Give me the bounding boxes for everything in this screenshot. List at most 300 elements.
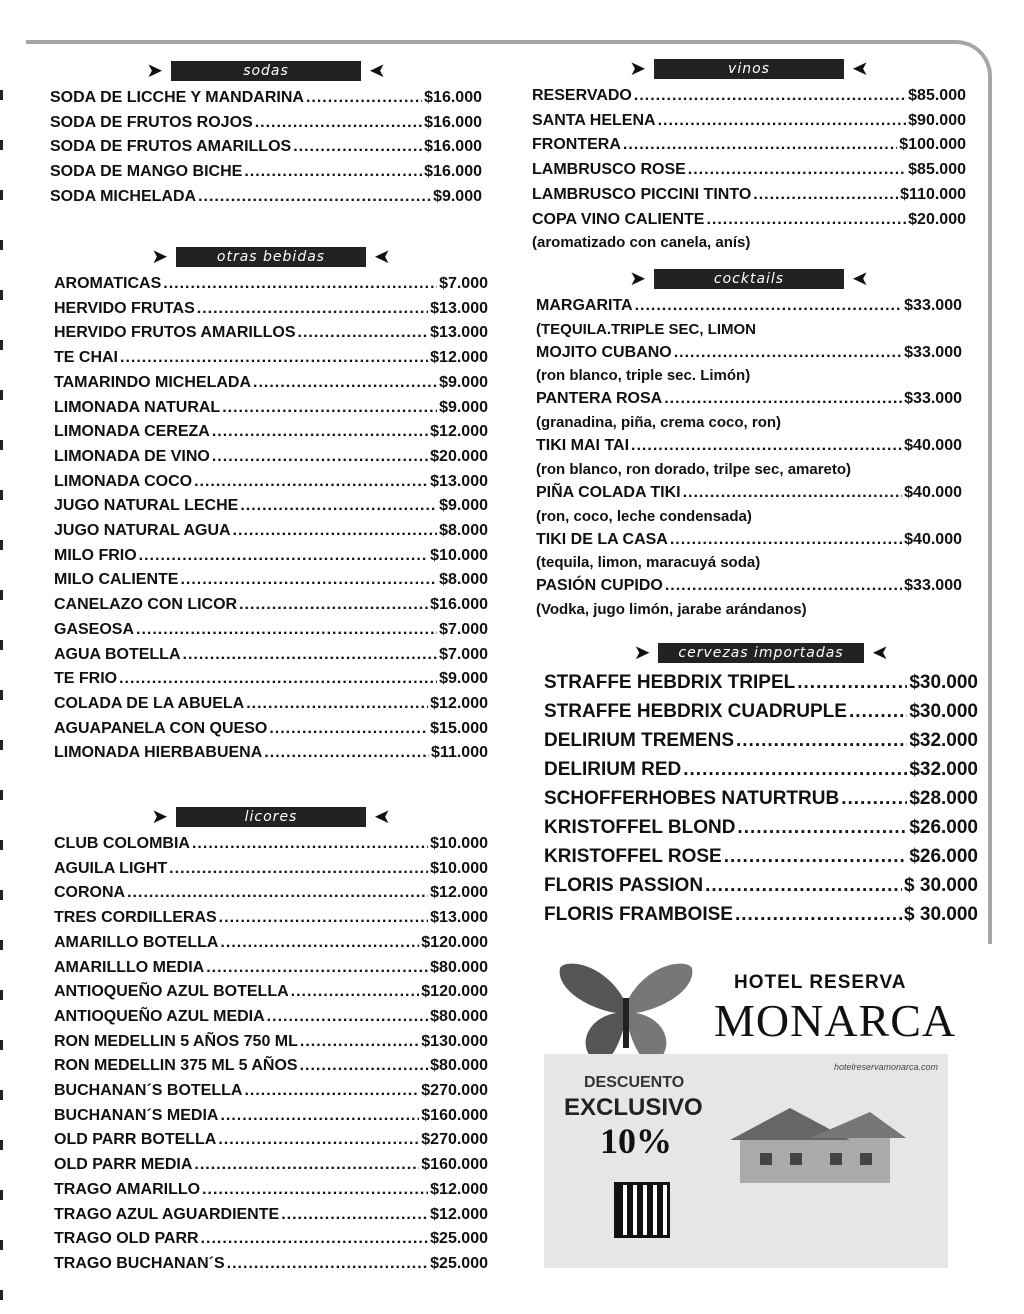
menu-item xyxy=(536,434,962,459)
menu-item xyxy=(54,470,488,495)
edge-mark xyxy=(0,490,3,500)
item-name: LAMBRUSCO PICCINI TINTO xyxy=(532,185,752,203)
dot-leader xyxy=(291,980,420,1005)
menu-item xyxy=(54,980,488,1005)
arrow-right-icon: ➤ xyxy=(629,268,646,290)
section-vinos xyxy=(532,58,966,254)
dot-leader xyxy=(724,842,908,871)
banner-cervezas xyxy=(544,642,978,664)
item-name: BUCHANAN´S MEDIA xyxy=(54,1106,219,1124)
menu-item xyxy=(50,86,482,111)
menu-item xyxy=(54,717,488,742)
menu-item xyxy=(536,387,962,412)
item-name: FLORIS PASSION xyxy=(544,875,704,896)
item-name: TAMARINDO MICHELADA xyxy=(54,373,252,391)
item-price: $13.000 xyxy=(430,472,488,490)
item-price: $33.000 xyxy=(904,390,962,408)
butterfly-logo-icon xyxy=(556,958,696,1068)
item-name: MILO CALIENTE xyxy=(54,571,179,589)
item-description: (TEQUILA.TRIPLE SEC, LIMON xyxy=(536,320,756,338)
edge-mark xyxy=(0,940,3,950)
dot-leader xyxy=(169,857,428,882)
item-price: $26.000 xyxy=(909,817,978,838)
section-sodas xyxy=(50,60,482,210)
menu-item xyxy=(54,371,488,396)
menu-item xyxy=(536,528,962,553)
dot-leader xyxy=(705,871,902,900)
menu-item xyxy=(54,1030,488,1055)
arrow-left-icon: ➤ xyxy=(852,58,869,80)
item-price: $9.000 xyxy=(439,373,488,391)
item-name: AMARILLO BOTELLA xyxy=(54,933,219,951)
item-name: SODA DE FRUTOS ROJOS xyxy=(50,113,253,131)
menu-item xyxy=(54,1252,488,1277)
dot-leader xyxy=(674,341,902,366)
dot-leader xyxy=(797,668,907,697)
arrow-right-icon: ➤ xyxy=(151,246,168,268)
menu-item xyxy=(54,1178,488,1203)
menu-item xyxy=(54,568,488,593)
dot-leader xyxy=(736,726,907,755)
menu-item xyxy=(54,1203,488,1228)
dot-leader xyxy=(183,643,438,668)
item-price: $25.000 xyxy=(430,1230,488,1248)
item-name: TRAGO OLD PARR xyxy=(54,1230,199,1248)
dot-leader xyxy=(127,881,428,906)
arrow-right-icon: ➤ xyxy=(151,806,168,828)
dot-leader xyxy=(227,1252,429,1277)
arrow-left-icon: ➤ xyxy=(852,268,869,290)
item-name: JUGO NATURAL LECHE xyxy=(54,497,239,515)
item-name: MILO FRIO xyxy=(54,546,137,564)
dot-leader xyxy=(218,1128,419,1153)
item-price: $10.000 xyxy=(430,835,488,852)
edge-mark xyxy=(0,340,3,350)
item-name: CLUB COLOMBIA xyxy=(54,835,190,852)
item-name: RON MEDELLIN 375 ML 5 AÑOS xyxy=(54,1057,298,1075)
item-price: $85.000 xyxy=(908,87,966,104)
item-price: $32.000 xyxy=(909,730,978,751)
item-name: ANTIOQUEÑO AZUL MEDIA xyxy=(54,1007,265,1025)
dot-leader xyxy=(246,692,428,717)
dot-leader xyxy=(220,1104,419,1129)
item-price: $90.000 xyxy=(908,111,966,129)
edge-mark xyxy=(0,1040,3,1050)
item-price: $40.000 xyxy=(904,483,962,501)
menu-list-sodas xyxy=(50,86,482,210)
item-name: KRISTOFFEL BLOND xyxy=(544,817,736,838)
menu-item xyxy=(54,1104,488,1129)
edge-mark xyxy=(0,590,3,600)
edge-mark xyxy=(0,440,3,450)
menu-item xyxy=(544,697,978,726)
arrow-left-icon: ➤ xyxy=(369,60,386,82)
item-price: $16.000 xyxy=(430,596,488,614)
dot-leader xyxy=(306,86,422,111)
menu-item xyxy=(544,784,978,813)
item-price: $25.000 xyxy=(430,1254,488,1272)
item-name: MARGARITA xyxy=(536,297,633,314)
menu-item xyxy=(536,574,962,599)
dot-leader xyxy=(136,618,437,643)
menu-item xyxy=(54,931,488,956)
edge-mark xyxy=(0,990,3,1000)
menu-item xyxy=(54,272,488,297)
menu-item xyxy=(54,618,488,643)
item-name: SODA DE LICCHE Y MANDARINA xyxy=(50,89,304,106)
dot-leader xyxy=(300,1054,429,1079)
item-price: $10.000 xyxy=(430,546,488,564)
item-price: $80.000 xyxy=(430,958,488,976)
item-description: (Vodka, jugo limón, jarabe arándanos) xyxy=(536,600,807,618)
item-price: $160.000 xyxy=(421,1106,488,1124)
item-price: $12.000 xyxy=(430,884,488,902)
dot-leader xyxy=(264,741,429,766)
dot-leader xyxy=(119,667,437,692)
ad-discount-line1: DESCUENTO xyxy=(584,1074,685,1091)
item-name: FRONTERA xyxy=(532,136,621,154)
menu-item xyxy=(532,133,966,158)
dot-leader xyxy=(222,396,437,421)
section-title: licores xyxy=(176,807,366,827)
edge-mark xyxy=(0,390,3,400)
item-name: LIMONADA CEREZA xyxy=(54,423,210,441)
dot-leader xyxy=(120,346,428,371)
item-price: $16.000 xyxy=(424,113,482,131)
dot-leader xyxy=(298,321,429,346)
hotel-ad xyxy=(544,958,957,1268)
item-price: $28.000 xyxy=(909,788,978,809)
item-price: $26.000 xyxy=(909,846,978,867)
dot-leader xyxy=(664,387,902,412)
item-name: JUGO NATURAL AGUA xyxy=(54,522,231,540)
ad-discount-value: 10% xyxy=(600,1121,672,1161)
menu-item xyxy=(532,109,966,134)
item-name: AGUA BOTELLA xyxy=(54,645,181,663)
menu-item xyxy=(54,857,488,882)
item-price: $13.000 xyxy=(430,909,488,927)
item-name: TE FRIO xyxy=(54,670,118,688)
item-name: CANELAZO CON LICOR xyxy=(54,596,238,614)
ad-brand-line2: MONARCA xyxy=(714,995,957,1046)
menu-item xyxy=(54,519,488,544)
banner-sodas xyxy=(50,60,482,82)
banner-cocktails xyxy=(536,268,962,290)
menu-item xyxy=(54,544,488,569)
section-cervezas-importadas xyxy=(544,642,978,929)
menu-list-cocktails xyxy=(536,294,962,621)
item-name: SANTA HELENA xyxy=(532,111,656,129)
item-price: $33.000 xyxy=(904,343,962,361)
edge-mark xyxy=(0,290,3,300)
menu-item xyxy=(54,1153,488,1178)
dot-leader xyxy=(194,1153,419,1178)
item-price: $8.000 xyxy=(439,571,488,589)
menu-item xyxy=(54,297,488,322)
dot-leader xyxy=(192,832,428,857)
item-name: FLORIS FRAMBOISE xyxy=(544,904,733,925)
item-name: OLD PARR BOTELLA xyxy=(54,1131,217,1149)
banner-vinos xyxy=(532,58,966,80)
dot-leader xyxy=(841,784,907,813)
item-price: $120.000 xyxy=(421,983,488,1001)
item-price: $10.000 xyxy=(430,859,488,877)
item-name: AGUILA LIGHT xyxy=(54,859,168,877)
item-price: $270.000 xyxy=(421,1131,488,1149)
arrow-left-icon: ➤ xyxy=(871,642,889,664)
menu-item xyxy=(54,1079,488,1104)
dot-leader xyxy=(212,445,428,470)
dot-leader xyxy=(665,574,902,599)
item-name: STRAFFE HEBDRIX TRIPEL xyxy=(544,672,796,693)
item-name: AMARILLLO MEDIA xyxy=(54,958,205,976)
item-name: GASEOSA xyxy=(54,620,135,638)
item-description: (ron blanco, triple sec. Limón) xyxy=(536,367,751,385)
menu-item xyxy=(54,1005,488,1030)
menu-item xyxy=(532,84,966,109)
item-price: $130.000 xyxy=(421,1032,488,1050)
item-price: $270.000 xyxy=(421,1082,488,1100)
edge-mark xyxy=(0,1190,3,1200)
menu-item xyxy=(544,726,978,755)
menu-item xyxy=(50,135,482,160)
menu-item xyxy=(536,294,962,319)
item-price: $20.000 xyxy=(430,447,488,465)
menu-item xyxy=(54,643,488,668)
menu-item xyxy=(544,900,978,929)
item-price: $16.000 xyxy=(424,163,482,181)
item-name: MOJITO CUBANO xyxy=(536,343,672,361)
item-description: (granadina, piña, crema coco, ron) xyxy=(536,414,782,432)
item-name: HERVIDO FRUTOS AMARILLOS xyxy=(54,324,296,342)
item-name: AROMATICAS xyxy=(54,275,162,292)
dot-leader xyxy=(253,371,437,396)
arrow-right-icon: ➤ xyxy=(629,58,646,80)
item-name: STRAFFE HEBDRIX CUADRUPLE xyxy=(544,701,847,722)
item-name: BUCHANAN´S BOTELLA xyxy=(54,1082,243,1100)
edge-mark xyxy=(0,190,3,200)
item-price: $7.000 xyxy=(439,275,488,292)
item-price: $160.000 xyxy=(421,1156,488,1174)
menu-item xyxy=(54,1054,488,1079)
item-price: $12.000 xyxy=(430,1205,488,1223)
dot-leader xyxy=(706,208,906,233)
item-name: COLADA DE LA ABUELA xyxy=(54,694,245,712)
qr-code-icon xyxy=(614,1182,670,1238)
menu-item xyxy=(54,494,488,519)
item-name: LIMONADA NATURAL xyxy=(54,398,221,416)
dot-leader xyxy=(244,1079,419,1104)
dot-leader xyxy=(220,931,419,956)
item-name: PIÑA COLADA TIKI xyxy=(536,483,681,501)
item-name: DELIRIUM RED xyxy=(544,759,682,780)
item-name: LAMBRUSCO ROSE xyxy=(532,161,686,179)
menu-item xyxy=(54,420,488,445)
dot-leader xyxy=(180,568,437,593)
menu-item xyxy=(54,741,488,766)
dot-leader xyxy=(194,470,428,495)
dot-leader xyxy=(735,900,902,929)
menu-item xyxy=(544,842,978,871)
edge-mark xyxy=(0,240,3,250)
menu-item xyxy=(54,956,488,981)
edge-mark xyxy=(0,1290,3,1300)
item-name: TE CHAI xyxy=(54,349,118,367)
item-description: (ron blanco, ron dorado, trilpe sec, amareto) xyxy=(536,460,852,478)
menu-item xyxy=(50,185,482,210)
menu-list-otras-bebidas xyxy=(54,272,488,766)
item-price: $12.000 xyxy=(430,694,488,712)
ad-brand-line1: HOTEL RESERVA xyxy=(734,972,907,993)
dot-leader xyxy=(634,84,906,109)
item-name: SODA MICHELADA xyxy=(50,187,197,205)
item-price: $9.000 xyxy=(433,187,482,205)
item-description: (ron, coco, leche condensada) xyxy=(536,507,752,525)
menu-item xyxy=(54,396,488,421)
menu-list-licores xyxy=(54,832,488,1277)
dot-leader xyxy=(233,519,437,544)
item-price: $13.000 xyxy=(430,299,488,317)
item-description: (tequila, limon, maracuyá soda) xyxy=(536,554,761,572)
edge-mark xyxy=(0,640,3,650)
dot-leader xyxy=(849,697,907,726)
dot-leader xyxy=(244,160,422,185)
item-name: TRAGO AZUL AGUARDIENTE xyxy=(54,1205,280,1223)
dot-leader xyxy=(219,906,428,931)
dot-leader xyxy=(240,494,437,519)
dot-leader xyxy=(239,593,428,618)
dot-leader xyxy=(623,133,897,158)
item-name: SCHOFFERHOBES NATURTRUB xyxy=(544,788,840,809)
dot-leader xyxy=(300,1030,419,1055)
item-price: $ 30.000 xyxy=(904,875,978,896)
item-price: $30.000 xyxy=(909,672,978,693)
menu-item xyxy=(544,871,978,900)
item-name: LIMONADA DE VINO xyxy=(54,447,210,465)
item-name: LIMONADA HIERBABUENA xyxy=(54,744,263,762)
dot-leader xyxy=(212,420,428,445)
item-name: DELIRIUM TREMENS xyxy=(544,730,734,751)
edge-mark xyxy=(0,740,3,750)
edge-mark xyxy=(0,840,3,850)
dot-leader xyxy=(267,1005,428,1030)
item-name: KRISTOFFEL ROSE xyxy=(544,846,722,867)
item-price: $20.000 xyxy=(908,210,966,228)
item-price: $9.000 xyxy=(439,398,488,416)
item-name: ANTIOQUEÑO AZUL BOTELLA xyxy=(54,983,289,1001)
edge-mark xyxy=(0,140,3,150)
item-price: $100.000 xyxy=(899,136,966,154)
item-price: $85.000 xyxy=(908,161,966,179)
item-price: $16.000 xyxy=(424,89,482,106)
item-price: $7.000 xyxy=(439,620,488,638)
menu-list-cervezas xyxy=(544,668,978,929)
menu-item xyxy=(532,208,966,233)
edge-mark xyxy=(0,890,3,900)
dot-leader xyxy=(202,1178,428,1203)
section-title: otras bebidas xyxy=(176,247,366,267)
ad-discount-line2: EXCLUSIVO xyxy=(564,1094,703,1121)
item-price: $11.000 xyxy=(431,744,488,762)
item-price: $120.000 xyxy=(421,933,488,951)
dot-leader xyxy=(683,481,903,506)
menu-item xyxy=(50,111,482,136)
dot-leader xyxy=(293,135,422,160)
menu-item xyxy=(544,755,978,784)
edge-mark xyxy=(0,1090,3,1100)
item-price: $9.000 xyxy=(439,670,488,688)
item-name: OLD PARR MEDIA xyxy=(54,1156,193,1174)
edge-mark xyxy=(0,90,3,100)
ad-url: hotelreservamonarca.com xyxy=(833,1062,938,1072)
item-name: TIKI DE LA CASA xyxy=(536,530,668,548)
dot-leader xyxy=(683,755,907,784)
edge-mark xyxy=(0,790,3,800)
item-name: CORONA xyxy=(54,884,126,902)
item-price: $32.000 xyxy=(909,759,978,780)
menu-item xyxy=(54,1227,488,1252)
menu-list-vinos xyxy=(532,84,966,232)
dot-leader xyxy=(670,528,902,553)
dot-leader xyxy=(658,109,907,134)
dot-leader xyxy=(281,1203,428,1228)
menu-item xyxy=(54,445,488,470)
vinos-note: (aromatizado con canela, anís) xyxy=(532,234,751,252)
item-price: $12.000 xyxy=(430,349,488,367)
item-price: $13.000 xyxy=(430,324,488,342)
item-name: SODA DE FRUTOS AMARILLOS xyxy=(50,138,292,156)
item-price: $33.000 xyxy=(904,297,962,314)
item-price: $80.000 xyxy=(430,1057,488,1075)
dot-leader xyxy=(198,185,431,210)
dot-leader xyxy=(753,183,898,208)
dot-leader xyxy=(269,717,428,742)
item-name: RESERVADO xyxy=(532,87,632,104)
menu-item xyxy=(54,832,488,857)
dot-leader xyxy=(197,297,428,322)
item-price: $12.000 xyxy=(430,1180,488,1198)
menu-item xyxy=(50,160,482,185)
item-price: $110.000 xyxy=(900,185,966,203)
hotel-building-icon xyxy=(730,1098,906,1188)
dot-leader xyxy=(163,272,437,297)
item-name: COPA VINO CALIENTE xyxy=(532,210,705,228)
item-name: PASIÓN CUPIDO xyxy=(536,577,663,595)
menu-item xyxy=(54,346,488,371)
menu-item xyxy=(536,341,962,366)
left-edge-marks xyxy=(0,0,4,1314)
menu-item xyxy=(544,668,978,697)
arrow-left-icon: ➤ xyxy=(374,246,391,268)
section-title: cocktails xyxy=(654,269,844,289)
menu-item xyxy=(54,667,488,692)
arrow-left-icon: ➤ xyxy=(374,806,391,828)
item-price: $7.000 xyxy=(439,645,488,663)
menu-item xyxy=(54,593,488,618)
item-price: $16.000 xyxy=(424,138,482,156)
dot-leader xyxy=(139,544,429,569)
edge-mark xyxy=(0,1140,3,1150)
edge-mark xyxy=(0,690,3,700)
arrow-right-icon: ➤ xyxy=(146,60,163,82)
banner-licores xyxy=(54,806,488,828)
item-name: PANTERA ROSA xyxy=(536,390,663,408)
menu-item xyxy=(54,1128,488,1153)
section-otras-bebidas xyxy=(54,246,488,766)
item-price: $80.000 xyxy=(430,1007,488,1025)
item-price: $33.000 xyxy=(904,577,962,595)
section-title: sodas xyxy=(171,61,361,81)
